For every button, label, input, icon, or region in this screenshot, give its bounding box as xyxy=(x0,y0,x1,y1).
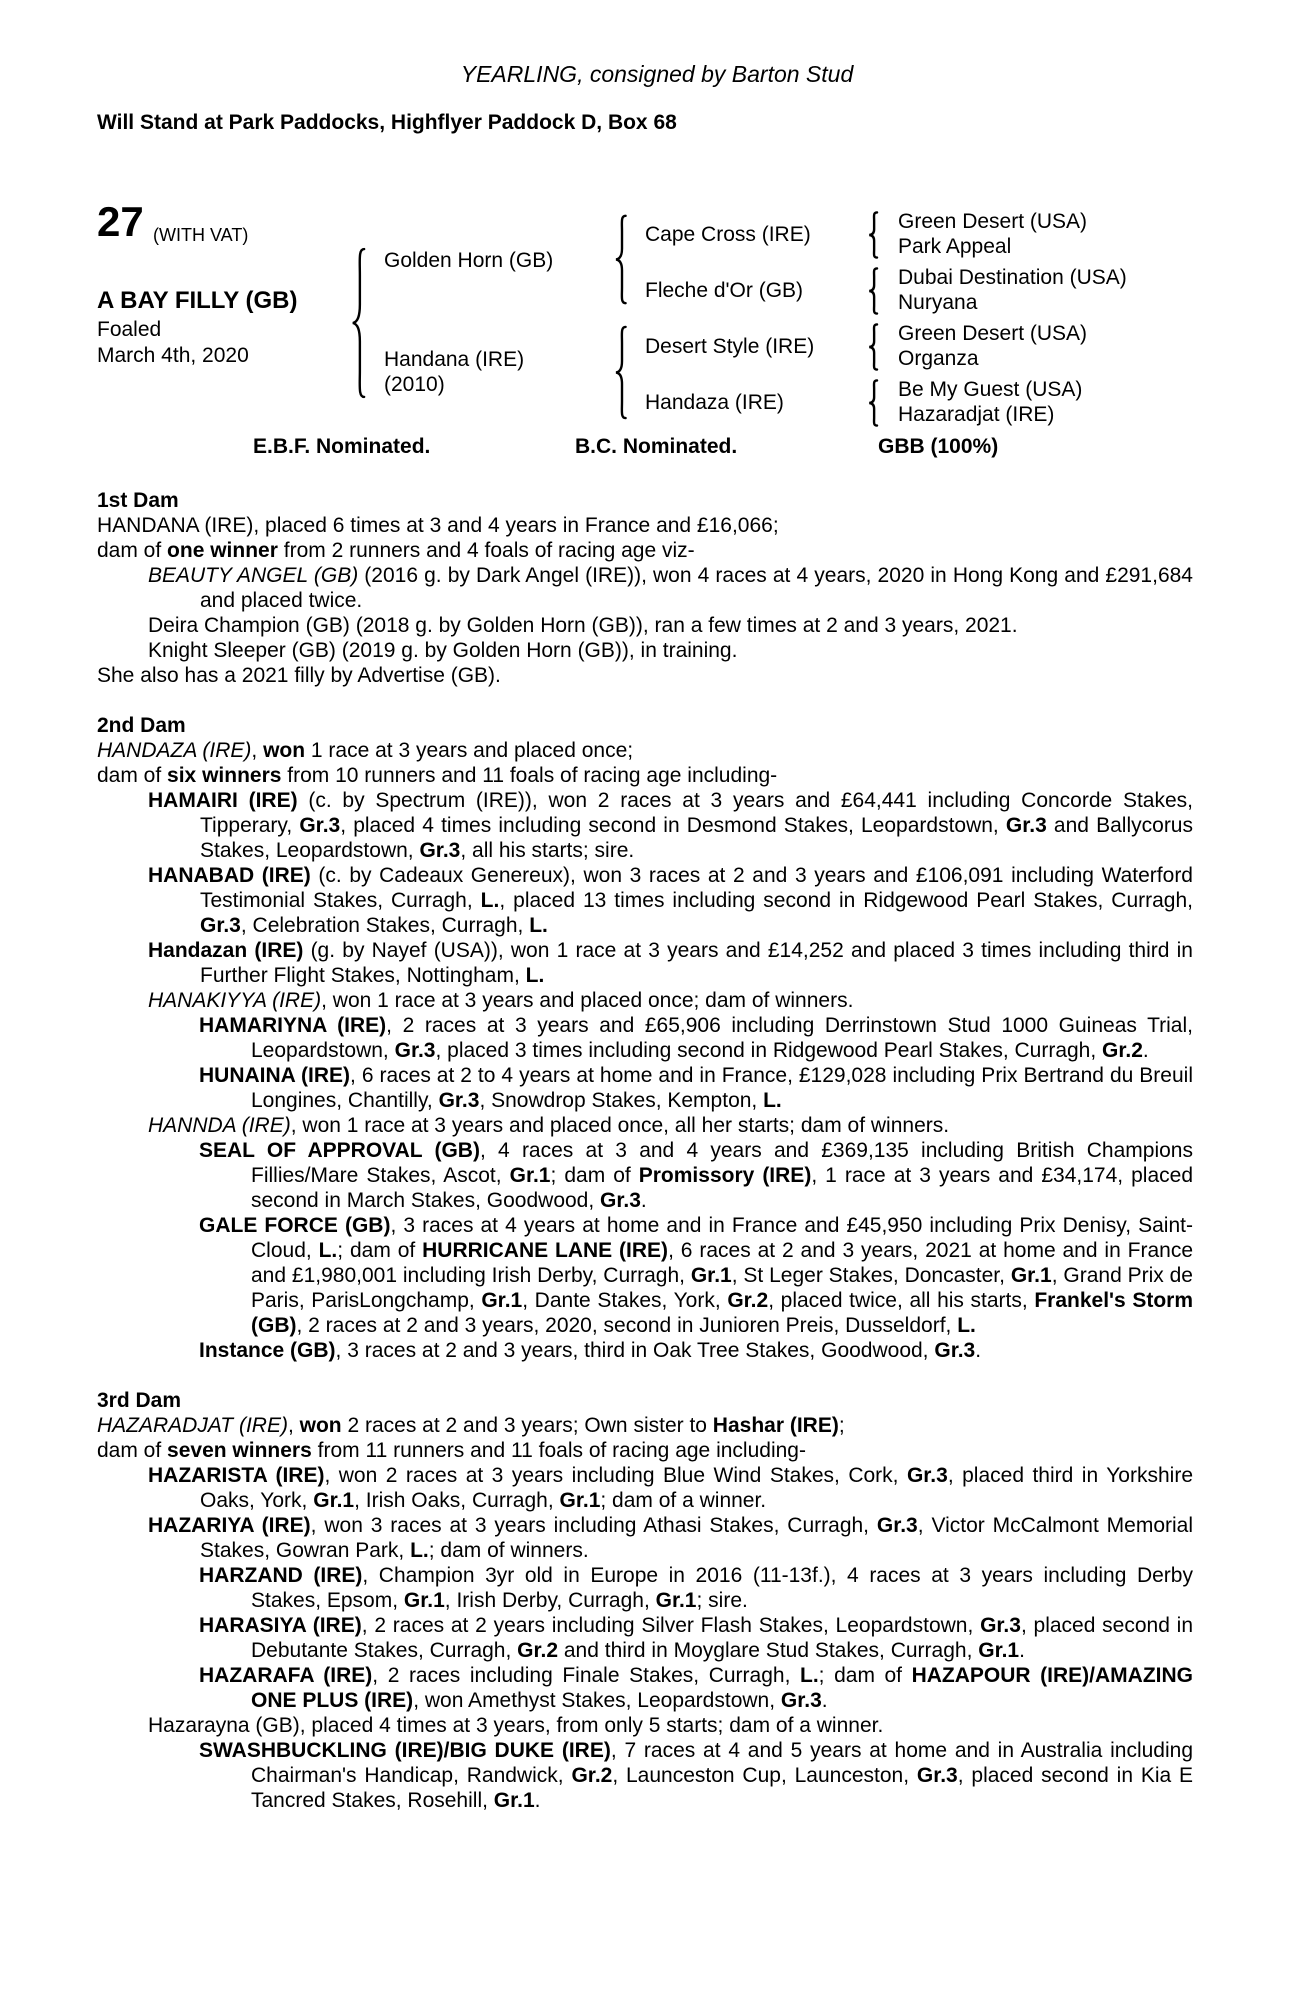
bold-run: Handazan (IRE) xyxy=(148,939,304,962)
text-run: from 2 runners and 4 foals of racing age viz- xyxy=(277,539,695,562)
bold-run: HAMARIYNA (IRE) xyxy=(199,1014,387,1037)
pedigree-entry xyxy=(97,513,1193,538)
text-run: , placed 3 times including second in Ridgewood Pearl Stakes, Curragh, xyxy=(435,1039,1103,1062)
bold-run: HARASIYA (IRE) xyxy=(199,1614,362,1637)
text-run: , placed second in Debutante Stakes, Curragh, xyxy=(251,1614,1193,1662)
text-run: . xyxy=(975,1339,982,1362)
text-run: She also has a 2021 filly by Advertise (GB). xyxy=(97,664,501,687)
great-grandparent: Green Desert (USA) xyxy=(898,210,1088,233)
pedigree-entry xyxy=(97,1113,1193,1138)
text-run: . xyxy=(821,1689,828,1712)
text-run: , 4 races at 3 and 4 years and £369,135 including British Champions Fillies/Mare Stakes, Ascot, xyxy=(251,1139,1193,1187)
bold-run: L. xyxy=(529,914,548,937)
pedigree-entry xyxy=(97,938,1193,988)
vat-note: (WITH VAT) xyxy=(153,225,249,245)
pedigree-entry xyxy=(97,1613,1193,1663)
text-run: , Launceston Cup, Launceston, xyxy=(612,1764,917,1787)
grandsire-maternal: Desert Style (IRE) xyxy=(645,335,815,358)
page-title: YEARLING, consigned by Barton Stud xyxy=(460,61,854,87)
text-run: dam of xyxy=(97,1439,168,1462)
pedigree-entry xyxy=(97,1438,1193,1463)
bold-run: Gr.3 xyxy=(916,1764,958,1787)
great-grandparent: Be My Guest (USA) xyxy=(898,378,1083,401)
text-run: , Irish Oaks, Curragh, xyxy=(354,1489,560,1512)
bold-run: Gr.1 xyxy=(313,1489,355,1512)
text-run: , Grand Prix de Paris, ParisLongchamp, xyxy=(251,1264,1193,1312)
pedigree-entry xyxy=(97,763,1193,788)
text-run: , Dante Stakes, York, xyxy=(522,1289,728,1312)
text-run: (g. by Nayef (USA)), won 1 race at 3 years and £14,252 and placed 3 times including third in Further Flight Stakes, Nottingham, xyxy=(200,939,1193,987)
text-run: ; dam of xyxy=(818,1664,912,1687)
text-run: 2 races at 2 and 3 years; Own sister to xyxy=(341,1414,713,1437)
bold-run: L. xyxy=(800,1664,819,1687)
section-entries xyxy=(97,513,1193,688)
granddam-paternal: Fleche d'Or (GB) xyxy=(645,279,804,302)
text-run: , 7 races at 4 and 5 years at home and in Australia including Chairman's Handicap, Randwick, xyxy=(251,1739,1193,1787)
text-run: , all his starts; sire. xyxy=(460,839,635,862)
italic-run: HANNDA (IRE) xyxy=(148,1114,291,1137)
pedigree-brace-icon xyxy=(866,323,879,371)
pedigree-brace-icon xyxy=(612,214,628,305)
section-heading: 3rd Dam xyxy=(97,1389,182,1412)
text-run: , placed 4 times including second in Desmond Stakes, Leopardstown, xyxy=(340,814,1006,837)
italic-run: BEAUTY ANGEL (GB) xyxy=(148,564,359,587)
bold-run: Gr.3 xyxy=(980,1614,1021,1637)
bold-run: HANABAD (IRE) xyxy=(148,864,311,887)
bold-run: Gr.1 xyxy=(655,1589,697,1612)
bold-run: Frankel's Storm (GB) xyxy=(251,1289,1193,1337)
bold-run: HAZARAFA (IRE) xyxy=(199,1664,373,1687)
text-run: Knight Sleeper (GB) (2019 g. by Golden Horn (GB)), in training. xyxy=(148,639,738,662)
text-run: , won 1 race at 3 years and placed once; dam of winners. xyxy=(321,989,854,1012)
text-run: , won Amethyst Stakes, Leopardstown, xyxy=(413,1689,781,1712)
text-run: , 6 races at 2 to 4 years at home and in France, £129,028 including Prix Bertrand du Breuil Longines, Chantilly, xyxy=(251,1064,1193,1112)
italic-run: HANDAZA (IRE) xyxy=(97,739,252,762)
bold-run: L. xyxy=(318,1239,338,1262)
text-run: dam of xyxy=(97,539,168,562)
text-run: ; xyxy=(838,1414,845,1437)
text-run: , Victor McCalmont Memorial Stakes, Gowran Park, xyxy=(200,1514,1193,1562)
italic-run: HANAKIYYA (IRE) xyxy=(148,989,322,1012)
text-run: from 10 runners and 11 foals of racing age including- xyxy=(281,764,778,787)
text-run: , xyxy=(251,739,264,762)
bold-run: SEAL OF APPROVAL (GB) xyxy=(199,1139,480,1162)
text-run: , won 3 races at 3 years including Athasi Stakes, Curragh, xyxy=(310,1514,877,1537)
dam-year: (2010) xyxy=(384,373,445,396)
text-run: and third in Moyglare Stud Stakes, Curragh, xyxy=(558,1639,979,1662)
bold-run: seven winners xyxy=(167,1439,312,1462)
pedigree-brace-icon xyxy=(866,267,879,315)
section-entries xyxy=(97,738,1193,1363)
text-run: (c. by Spectrum (IRE)), won 2 races at 3 years and £64,441 including Concorde Stakes, Tipperary, xyxy=(200,789,1193,837)
text-run: , placed 13 times including second in Ridgewood Pearl Stakes, Curragh, xyxy=(499,889,1193,912)
text-run: (c. by Cadeaux Genereux), won 3 races at 2 and 3 years and £106,091 including Waterford Testimonial Stakes, Curragh, xyxy=(200,864,1193,912)
bold-run: SWASHBUCKLING (IRE)/BIG DUKE (IRE) xyxy=(199,1739,611,1762)
pedigree-entry xyxy=(97,788,1193,863)
bold-run: GALE FORCE (GB) xyxy=(199,1214,391,1237)
bold-run: Gr.3 xyxy=(419,839,461,862)
dam-name: Handana (IRE) xyxy=(384,348,525,371)
pedigree-entry xyxy=(97,1513,1193,1563)
great-grandparent: Green Desert (USA) xyxy=(898,322,1088,345)
text-run: . xyxy=(640,1189,647,1212)
section-entries xyxy=(97,1413,1193,1813)
bold-run: HARZAND (IRE) xyxy=(199,1564,363,1587)
bold-run: one winner xyxy=(167,539,278,562)
bold-run: six winners xyxy=(167,764,282,787)
text-run: . xyxy=(1019,1639,1025,1662)
text-run: , placed third in Yorkshire Oaks, York, xyxy=(200,1464,1193,1512)
pedigree-entry xyxy=(97,1013,1193,1063)
text-run: , 3 races at 4 years at home and in France and £45,950 including Prix Denisy, Saint-Cloud, xyxy=(251,1214,1193,1262)
text-run: , won 1 race at 3 years and placed once, all her starts; dam of winners. xyxy=(290,1114,950,1137)
text-run: , Champion 3yr old in Europe in 2016 (11-13f.), 4 races at 3 years including Derby Stakes, Epsom, xyxy=(251,1564,1193,1612)
bold-run: L. xyxy=(763,1089,782,1112)
bold-run: Gr.1 xyxy=(481,1289,523,1312)
pedigree-brace-icon xyxy=(612,325,628,420)
bold-run: Gr.1 xyxy=(559,1489,601,1512)
bold-run: L. xyxy=(525,964,545,987)
bold-run: HAZARISTA (IRE) xyxy=(148,1464,325,1487)
bold-run: Gr.2 xyxy=(517,1639,559,1662)
text-run: , 2 races at 2 and 3 years, 2020, second in Junioren Preis, Dusseldorf, xyxy=(296,1314,958,1337)
bold-run: Gr.1 xyxy=(1010,1264,1052,1287)
bold-run: HAMAIRI (IRE) xyxy=(148,789,298,812)
foaled-label: Foaled xyxy=(97,318,162,341)
text-run: , Celebration Stakes, Curragh, xyxy=(240,914,530,937)
bold-run: Gr.3 xyxy=(200,914,241,937)
text-run: ; dam of xyxy=(550,1164,639,1187)
bold-run: HUNAINA (IRE) xyxy=(199,1064,351,1087)
bold-run: Gr.3 xyxy=(600,1189,641,1212)
bold-run: Gr.1 xyxy=(403,1589,445,1612)
pedigree-entry xyxy=(97,1463,1193,1513)
text-run: , 3 races at 2 and 3 years, third in Oak Tree Stakes, Goodwood, xyxy=(335,1339,935,1362)
great-grandparent: Park Appeal xyxy=(898,235,1012,258)
bold-run: Gr.1 xyxy=(978,1639,1020,1662)
pedigree-entry xyxy=(97,738,1193,763)
bold-run: won xyxy=(299,1414,342,1437)
pedigree-entry xyxy=(97,1563,1193,1613)
pedigree-entry xyxy=(97,1663,1193,1713)
gbb-status: GBB (100%) xyxy=(878,435,999,458)
text-run: Deira Champion (GB) (2018 g. by Golden Horn (GB)), ran a few times at 2 and 3 years, 2021. xyxy=(148,614,1018,637)
text-run: . xyxy=(534,1789,541,1812)
section-heading: 2nd Dam xyxy=(97,714,186,737)
text-run: ; dam of a winner. xyxy=(600,1489,767,1512)
bold-run: Gr.2 xyxy=(727,1289,769,1312)
text-run: , 2 races at 3 years and £65,906 including Derrinstown Stud 1000 Guineas Trial, Leopardstown, xyxy=(251,1014,1193,1062)
pedigree-entry xyxy=(97,988,1193,1013)
bold-run: Gr.1 xyxy=(509,1164,551,1187)
text-run: , placed twice, all his starts, xyxy=(768,1289,1035,1312)
bold-run: Gr.3 xyxy=(876,1514,918,1537)
sire-name: Golden Horn (GB) xyxy=(384,249,554,272)
bold-run: Instance (GB) xyxy=(199,1339,336,1362)
pedigree-brace-icon xyxy=(866,211,879,259)
pedigree-entry xyxy=(97,638,1193,663)
text-run: , placed second in Kia E Tancred Stakes, Rosehill, xyxy=(251,1764,1194,1812)
first-dam-section xyxy=(97,488,1193,688)
text-run: , won 2 races at 3 years including Blue Wind Stakes, Cork, xyxy=(324,1464,907,1487)
text-run: and Ballycorus Stakes, Leopardstown, xyxy=(200,814,1193,862)
text-run: , 2 races including Finale Stakes, Curragh, xyxy=(372,1664,800,1687)
pedigree-brace-icon xyxy=(348,246,367,400)
text-run: , 2 races at 2 years including Silver Flash Stakes, Leopardstown, xyxy=(361,1614,981,1637)
text-run: from 11 runners and 11 foals of racing age including- xyxy=(311,1439,806,1462)
pedigree-entry xyxy=(97,538,1193,563)
pedigree-entry xyxy=(97,1138,1193,1213)
text-run: , St Leger Stakes, Doncaster, xyxy=(731,1264,1011,1287)
second-dam-section xyxy=(97,713,1193,1363)
pedigree-details xyxy=(97,488,1193,1813)
stand-location: Will Stand at Park Paddocks, Highflyer Paddock D, Box 68 xyxy=(97,111,677,134)
lot-number: 27 xyxy=(97,198,144,245)
bold-run: Gr.1 xyxy=(493,1789,535,1812)
text-run: , xyxy=(287,1414,300,1437)
text-run: dam of xyxy=(97,764,168,787)
text-run: ; dam of xyxy=(337,1239,423,1262)
great-grandparent: Organza xyxy=(898,347,979,370)
bold-run: Gr.2 xyxy=(1102,1039,1143,1062)
great-grandparent: Dubai Destination (USA) xyxy=(898,266,1127,289)
bold-run: Gr.2 xyxy=(571,1764,613,1787)
text-run: 1 race at 3 years and placed once; xyxy=(305,739,634,762)
bold-run: Promissory (IRE) xyxy=(638,1164,812,1187)
text-run: HANDANA (IRE), placed 6 times at 3 and 4 years in France and £16,066; xyxy=(97,514,779,537)
bold-run: won xyxy=(263,739,306,762)
bold-run: HURRICANE LANE (IRE) xyxy=(422,1239,669,1262)
bold-run: Hashar (IRE) xyxy=(712,1414,839,1437)
pedigree-entry xyxy=(97,1338,1193,1363)
bold-run: Gr.3 xyxy=(934,1339,976,1362)
bold-run: HAZARIYA (IRE) xyxy=(148,1514,311,1537)
great-grandparent: Hazaradjat (IRE) xyxy=(898,403,1055,426)
pedigree-entry xyxy=(97,563,1193,613)
grandsire-paternal: Cape Cross (IRE) xyxy=(645,223,811,246)
text-run: . xyxy=(1142,1039,1149,1062)
bold-run: Gr.3 xyxy=(780,1689,822,1712)
bold-run: HAZAPOUR (IRE)/AMAZING ONE PLUS (IRE) xyxy=(251,1664,1193,1712)
bold-run: L. xyxy=(480,889,500,912)
bold-run: L. xyxy=(957,1314,976,1337)
text-run: , Irish Derby, Curragh, xyxy=(444,1589,656,1612)
text-run: (2016 g. by Dark Angel (IRE)), won 4 races at 4 years, 2020 in Hong Kong and £291,684 and placed twice. xyxy=(200,564,1193,612)
bold-run: Gr.1 xyxy=(690,1264,732,1287)
text-run: Hazarayna (GB), placed 4 times at 3 years, from only 5 starts; dam of a winner. xyxy=(148,1714,884,1737)
pedigree-entry xyxy=(97,1213,1193,1338)
pedigree-entry xyxy=(97,1413,1193,1438)
italic-run: HAZARADJAT (IRE) xyxy=(97,1414,288,1437)
pedigree-entry xyxy=(97,613,1193,638)
granddam-maternal: Handaza (IRE) xyxy=(645,391,784,414)
bold-run: Gr.3 xyxy=(1005,814,1047,837)
bold-run: Gr.3 xyxy=(438,1089,480,1112)
bc-nomination: B.C. Nominated. xyxy=(575,435,738,458)
pedigree-brace-icon xyxy=(866,379,879,427)
bold-run: L. xyxy=(410,1539,429,1562)
pedigree-entry xyxy=(97,1738,1193,1813)
foaled-date: March 4th, 2020 xyxy=(97,344,249,367)
pedigree-entry xyxy=(97,863,1193,938)
horse-name: A BAY FILLY (GB) xyxy=(97,287,298,314)
text-run: , 6 races at 2 and 3 years, 2021 at home and in France and £1,980,001 including Irish Derby, Curragh, xyxy=(251,1239,1194,1287)
text-run: ; sire. xyxy=(696,1589,748,1612)
bold-run: Gr.3 xyxy=(299,814,341,837)
pedigree-entry xyxy=(97,1713,1193,1738)
text-run: , Snowdrop Stakes, Kempton, xyxy=(479,1089,764,1112)
pedigree-entry xyxy=(97,1063,1193,1113)
section-heading: 1st Dam xyxy=(97,489,179,512)
great-grandparent: Nuryana xyxy=(898,291,978,314)
bold-run: Gr.3 xyxy=(906,1464,948,1487)
text-run: , 1 race at 3 years and £34,174, placed second in March Stakes, Goodwood, xyxy=(251,1164,1193,1212)
text-run: ; dam of winners. xyxy=(428,1539,589,1562)
third-dam-section xyxy=(97,1388,1193,1813)
bold-run: Gr.3 xyxy=(394,1039,436,1062)
ebf-nomination: E.B.F. Nominated. xyxy=(253,435,431,458)
pedigree-entry xyxy=(97,663,1193,688)
